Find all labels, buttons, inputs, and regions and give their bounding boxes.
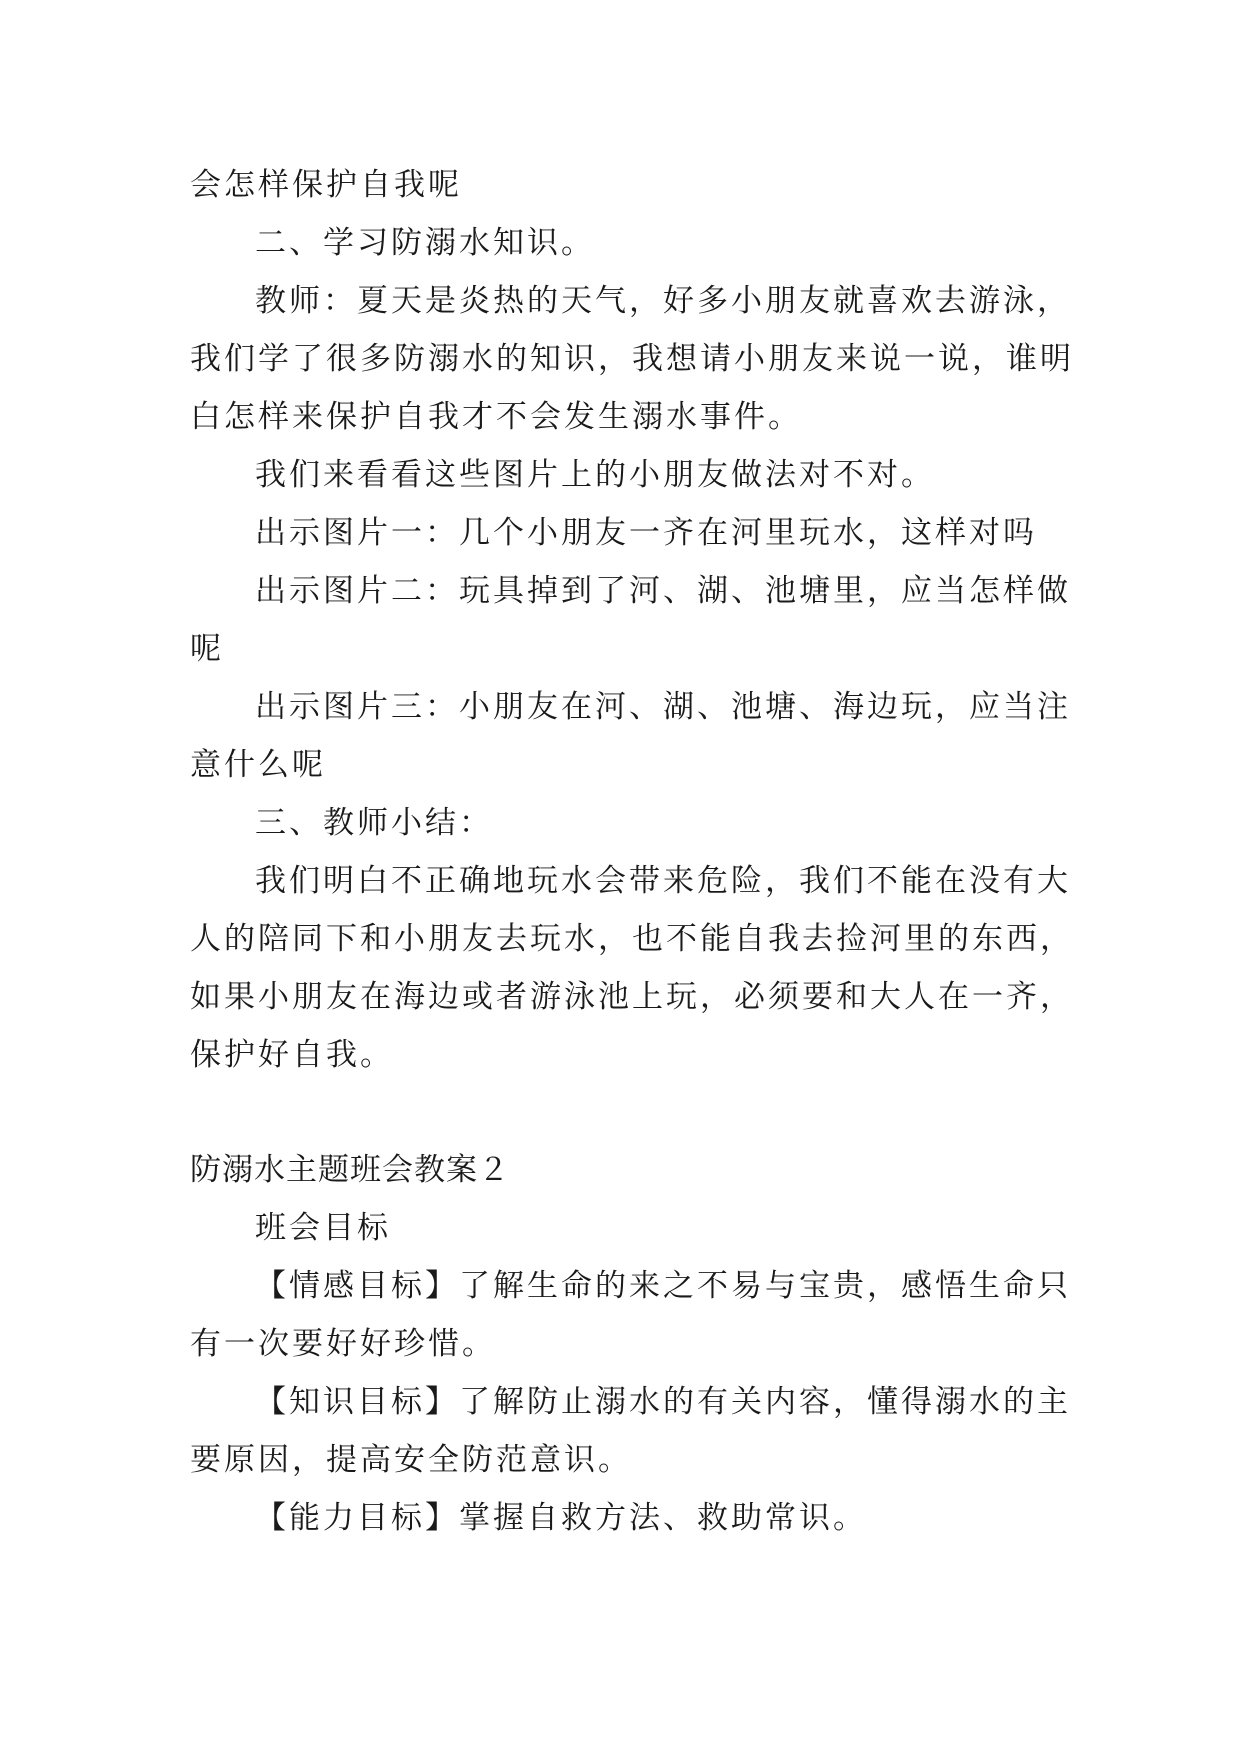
paragraph-line: 我们学了很多防溺水的知识，我想请小朋友来说一说，谁明 [190,341,1074,377]
section-heading-summary: 三、教师小结： [255,805,493,841]
paragraph-line: 我们明白不正确地玩水会带来危险，我们不能在没有大 [255,863,1071,899]
paragraph-line: 【知识目标】了解防止溺水的有关内容，懂得溺水的主 [255,1384,1071,1420]
paragraph-line: 人的陪同下和小朋友去玩水，也不能自我去捡河里的东西， [190,921,1074,957]
paragraph-line: 白怎样来保护自我才不会发生溺水事件。 [190,399,802,435]
paragraph-line: 出示图片一：几个小朋友一齐在河里玩水，这样对吗 [255,515,1037,551]
paragraph-line: 如果小朋友在海边或者游泳池上玩，必须要和大人在一齐， [190,979,1074,1015]
paragraph-line: 我们来看看这些图片上的小朋友做法对不对。 [255,457,935,493]
paragraph-line: 【能力目标】掌握自救方法、救助常识。 [255,1500,867,1536]
paragraph-line: 呢 [190,631,224,667]
paragraph-line: 教师：夏天是炎热的天气，好多小朋友就喜欢去游泳， [255,283,1071,319]
paragraph-line: 保护好自我。 [190,1037,394,1073]
section-heading-goals: 班会目标 [255,1210,391,1246]
document-title: 防溺水主题班会教案２ [190,1152,510,1188]
section-heading-learn: 二、学习防溺水知识。 [255,225,595,261]
paragraph-line: 出示图片二：玩具掉到了河、湖、池塘里，应当怎样做 [255,573,1071,609]
paragraph-line: 出示图片三：小朋友在河、湖、池塘、海边玩，应当注 [255,689,1071,725]
paragraph-line: 有一次要好好珍惜。 [190,1326,496,1362]
paragraph-line: 要原因，提高安全防范意识。 [190,1442,632,1478]
paragraph-line: 意什么呢 [190,747,326,783]
paragraph-line: 会怎样保护自我呢 [190,167,462,203]
paragraph-line: 【情感目标】了解生命的来之不易与宝贵，感悟生命只 [255,1268,1071,1304]
